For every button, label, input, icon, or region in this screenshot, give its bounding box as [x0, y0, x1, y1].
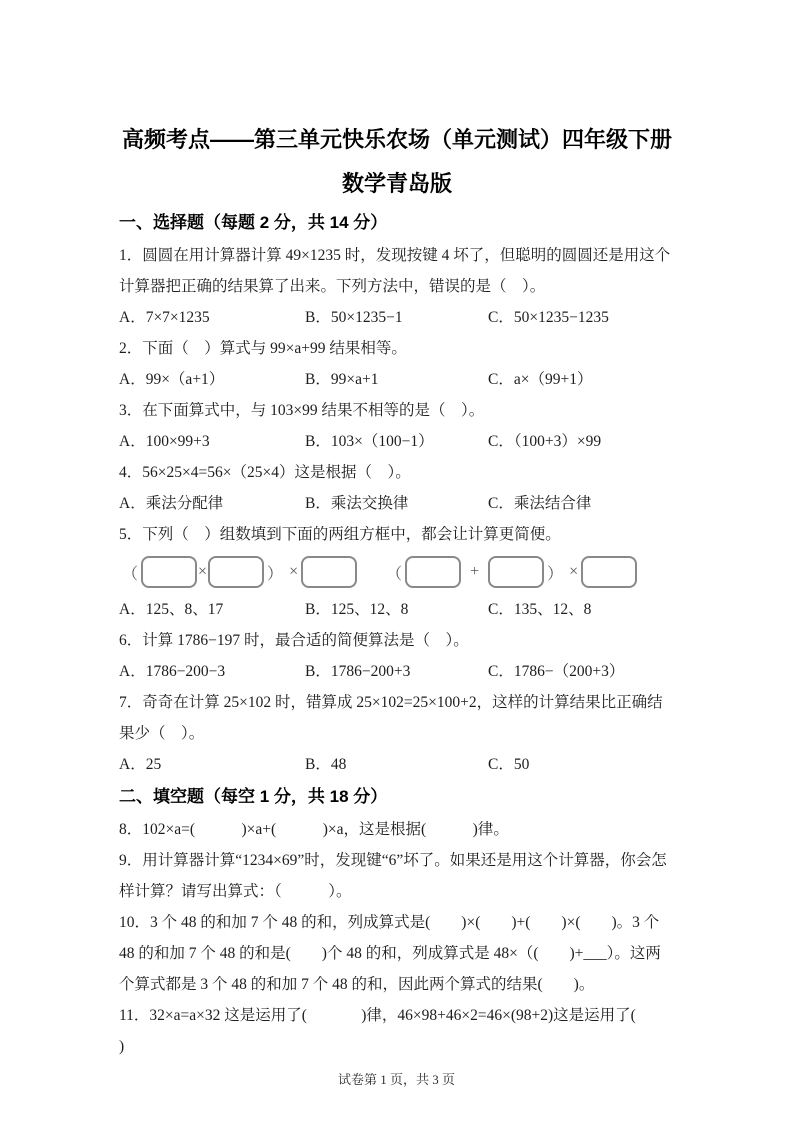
question-7-option-c: C．50 — [488, 756, 530, 773]
question-4-option-b: B．乘法交换律 — [305, 495, 409, 512]
question-7-option-a: A．25 — [119, 756, 162, 773]
question-1-option-a: A．7×7×1235 — [119, 309, 210, 326]
blank-box-6 — [581, 556, 637, 588]
question-3 — [119, 395, 675, 457]
question-5-blank-expression — [119, 550, 675, 594]
question-2-option-b: B．99×a+1 — [305, 371, 379, 388]
question-5-option-b: B．125、12、8 — [305, 601, 409, 618]
blank-box-5 — [488, 556, 544, 588]
question-3-options — [119, 426, 675, 457]
question-1 — [119, 240, 675, 333]
question-8-text: 8．102×a=( )×a+( )×a，这是根据( )律。 — [119, 821, 509, 838]
question-6 — [119, 625, 675, 687]
question-2-text: 2．下面（ ）算式与 99×a+99 结果相等。 — [119, 340, 407, 357]
question-4-option-a: A．乘法分配律 — [119, 495, 224, 512]
close-paren: ） — [267, 565, 284, 583]
question-11-text: 11．32×a=a×32 这是运用了( )律，46×98+46×2=46×(98+2)这是运用了( ) — [119, 1007, 691, 1055]
question-7-options — [119, 749, 675, 780]
question-6-option-a: A．1786−200−3 — [119, 663, 226, 680]
open-paren: （ — [122, 565, 139, 583]
question-3-option-c: C．（100+3）×99 — [488, 433, 602, 450]
blank-box-4 — [405, 556, 461, 588]
document-title: 高频考点——第三单元快乐农场（单元测试）四年级下册数学青岛版 — [121, 127, 672, 196]
page-footer: 试卷第 1 页，共 3 页 — [337, 1072, 455, 1087]
question-4 — [119, 457, 675, 519]
question-6-text: 6．计算 1786−197 时，最合适的简便算法是（ ）。 — [119, 632, 469, 649]
question-5-options — [119, 594, 675, 625]
question-6-option-b: B．1786−200+3 — [305, 663, 411, 680]
question-10 — [119, 907, 675, 1000]
blank-box-1 — [141, 556, 197, 588]
question-9 — [119, 845, 675, 907]
question-8 — [119, 814, 675, 845]
question-6-option-c: C．1786−（200+3） — [488, 663, 625, 680]
question-3-text: 3．在下面算式中，与 103×99 结果不相等的是（ ）。 — [119, 402, 485, 419]
blank-box-3 — [301, 556, 357, 588]
question-5-option-a: A．125、8、17 — [119, 601, 224, 618]
multiply-icon: × — [198, 563, 208, 580]
question-2-option-a: A．99×（a+1） — [119, 371, 225, 388]
question-4-options — [119, 488, 675, 519]
question-4-text: 4．56×25×4=56×（25×4）这是根据（ ）。 — [119, 464, 411, 481]
question-6-options — [119, 656, 675, 687]
question-10-text: 10．3 个 48 的和加 7 个 48 的和，列成算式是( )×( )+( )×( )。3 个 48 的和加 7 个 48 的和是( )个 48 的和，列成算式是 48×（( )+___）。这两个算式都是 3 个 48 的和加 7 个 48 的和，因此两个算式的结果( )。 — [119, 914, 664, 993]
question-1-option-c: C．50×1235−1235 — [488, 309, 609, 326]
question-3-option-b: B．103×（100−1） — [305, 433, 434, 450]
question-1-text: 1．圆圆在用计算器计算 49×1235 时，发现按键 4 坏了，但聪明的圆圆还是用这个计算器把正确的结果算了出来。下列方法中，错误的是（ ）。 — [119, 247, 671, 295]
question-7 — [119, 687, 675, 780]
section-choice-heading: 一、选择题（每题 2 分，共 14 分） — [119, 213, 388, 232]
plus-icon: + — [470, 563, 480, 580]
question-4-option-c: C．乘法结合律 — [488, 495, 592, 512]
question-1-option-b: B．50×1235−1 — [305, 309, 403, 326]
multiply-icon: × — [289, 563, 299, 580]
open-paren: （ — [386, 565, 403, 583]
question-7-option-b: B．48 — [305, 756, 347, 773]
question-2-option-c: C．a×（99+1） — [488, 371, 593, 388]
multiply-icon: × — [569, 563, 579, 580]
close-paren: ） — [547, 565, 564, 583]
section-fill-heading: 二、填空题（每空 1 分，共 18 分） — [119, 787, 388, 806]
question-7-text: 7．奇奇在计算 25×102 时，错算成 25×102=25×100+2，这样的计算结果比正确结果少（ ）。 — [119, 694, 663, 742]
question-1-options — [119, 302, 675, 333]
question-5 — [119, 519, 675, 625]
question-9-text: 9．用计算器计算“1234×69”时，发现键“6”坏了。如果还是用这个计算器，你会怎样计算？请写出算式：（ ）。 — [119, 852, 667, 900]
question-3-option-a: A．100×99+3 — [119, 433, 210, 450]
question-11 — [119, 1000, 691, 1062]
blank-box-2 — [208, 556, 264, 588]
question-5-option-c: C．135、12、8 — [488, 601, 592, 618]
question-2 — [119, 333, 675, 395]
question-5-text: 5．下列（ ）组数填到下面的两组方框中，都会让计算更简便。 — [119, 526, 561, 543]
question-2-options — [119, 364, 675, 395]
